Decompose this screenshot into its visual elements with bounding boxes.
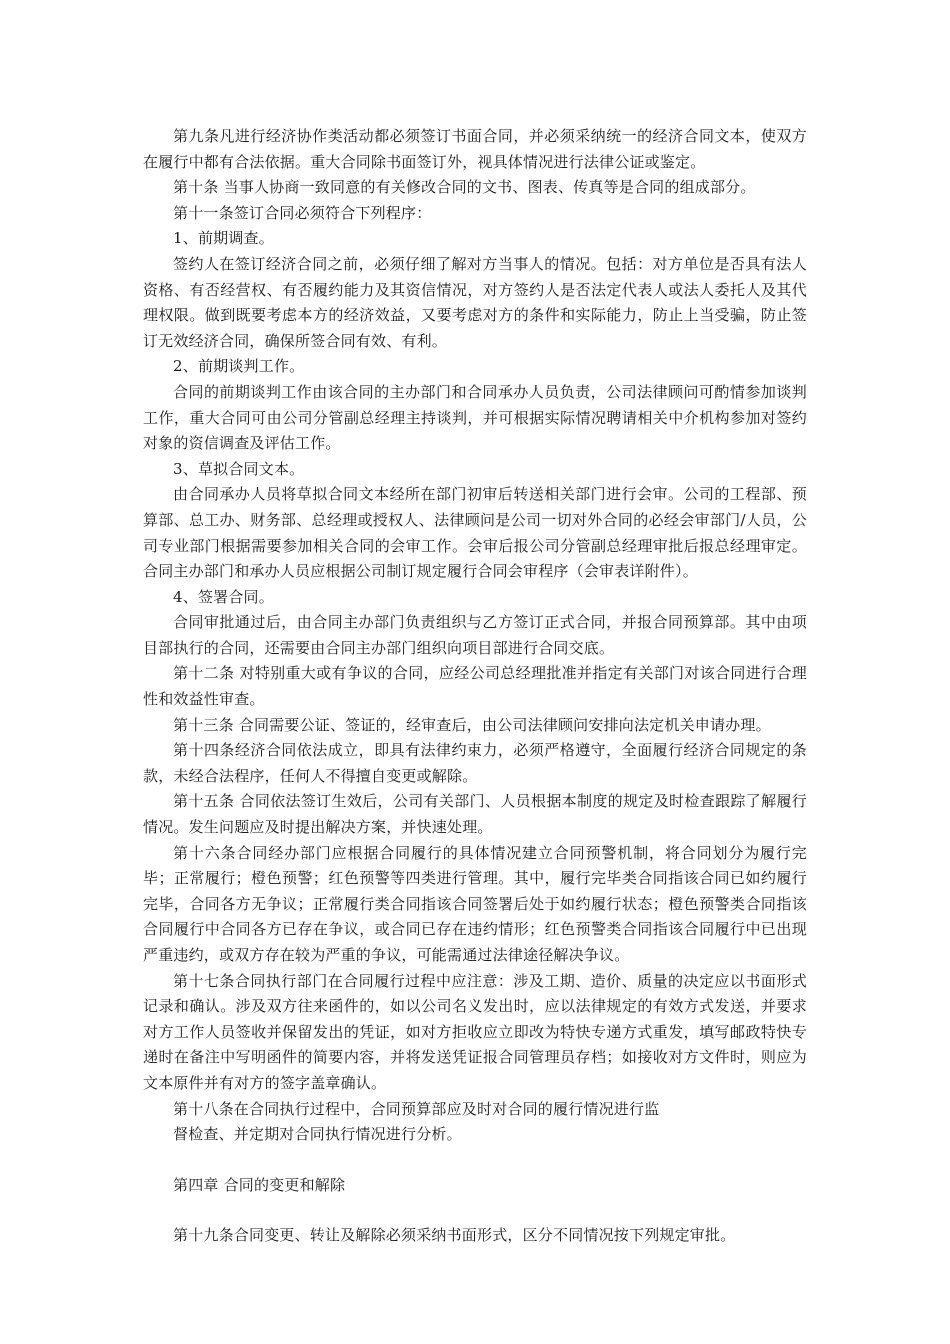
step-4-heading: 4、签署合同。: [173, 587, 274, 606]
step-1-heading: 1、前期调查。: [173, 229, 274, 248]
chapter-heading: 第四章 合同的变更和解除: [173, 1175, 346, 1194]
step-2-body: 合同的前期谈判工作由该合同的主办部门和合同承办人员负责，公司法律顾问可酌情参加谈判工作，重大合同可由公司分管副总经理主持谈判，并可根据实际情况聘请相关中介机构参加对签约对象的资信调查及评估工作。: [143, 382, 807, 453]
article-10: 第十条 当事人协商一致同意的有关修改合同的文书、图表、传真等是合同的组成部分。: [173, 178, 756, 197]
article-18-line-2: 督检查、并定期对合同执行情况进行分析。: [173, 1125, 462, 1144]
article-19: 第十九条合同变更、转让及解除必须采纳书面形式，区分不同情况按下列规定审批。: [173, 1226, 736, 1245]
step-2-heading: 2、前期谈判工作。: [173, 357, 305, 376]
article-11: 第十一条签订合同必须符合下列程序：: [173, 203, 432, 222]
article-17: 第十七条合同执行部门在合同履行过程中应注意：涉及工期、造价、质量的决定应以书面形式记录和确认。涉及双方往来函件的，如以公司名义发出时，应以法律规定的有效方式发送，并要求对方工作人员签收并保留发出的凭证，如对方拒收应立即改为特快专递方式重发，填写邮政特快专递时在备注中写明函件的简要内容，并将发送凭证报合同管理员存档；如接收对方文件时，则应为文本原件并有对方的签字盖章确认。: [143, 971, 807, 1092]
article-15: 第十五条 合同依法签订生效后，公司有关部门、人员根据本制度的规定及时检查跟踪了解履行情况。发生问题应及时提出解决方案，并快速处理。: [143, 792, 807, 837]
spacer: [143, 1148, 807, 1173]
document-page: [143, 124, 807, 1249]
step-4-body: 合同审批通过后，由合同主办部门负责组织与乙方签订正式合同，并报合同预算部。其中由项目部执行的合同，还需要由合同主办部门组织向项目部进行合同交底。: [143, 613, 807, 657]
step-3-body: 由合同承办人员将草拟合同文本经所在部门初审后转送相关部门进行会审。公司的工程部、预算部、总工办、财务部、总经理或授权人、法律顾问是公司一切对外合同的必经会审部门/人员，公司专业部门根据需要参加相关合同的会审工作。会审后报公司分管副总经理审批后报总经理审定。合同主办部门和承办人员应根据公司制订规定履行合同会审程序（会审表详附件）。: [143, 485, 807, 581]
article-12: 第十二条 对特别重大或有争议的合同，应经公司总经理批准并指定有关部门对该合同进行合理性和效益性审查。: [143, 664, 807, 709]
article-9: 第九条凡进行经济协作类活动都必须签订书面合同，并必须采纳统一的经济合同文本，使双方在履行中都有合法依据。重大合同除书面签订外，视具体情况进行法律公证或鉴定。: [143, 127, 807, 171]
article-13: 第十三条 合同需要公证、签证的，经审查后，由公司法律顾问安排向法定机关申请办理。: [173, 715, 771, 734]
step-3-heading: 3、草拟合同文本。: [173, 459, 305, 478]
article-16: 第十六条合同经办部门应根据合同履行的具体情况建立合同预警机制，将合同划分为履行完毕；正常履行；橙色预警；红色预警等四类进行管理。其中，履行完毕类合同指该合同已如约履行完毕，合同各方无争议；正常履行类合同指该合同签署后处于如约履行状态；橙色预警类合同指该合同履行中合同各方已存在争议，或合同已存在违约情形；红色预警类合同指该合同履行中已出现严重违约，或双方存在较为严重的争议，可能需通过法律途径解决争议。: [143, 843, 807, 964]
article-18-line-1: 第十八条在合同执行过程中，合同预算部应及时对合同的履行情况进行监: [173, 1099, 660, 1118]
spacer: [143, 1198, 807, 1223]
article-14: 第十四条经济合同依法成立，即具有法律约束力，必须严格遵守，全面履行经济合同规定的条款，未经合法程序，任何人不得擅自变更或解除。: [143, 741, 807, 785]
step-1-body: 签约人在签订经济合同之前，必须仔细了解对方当事人的情况。包括：对方单位是否具有法人资格、有否经营权、有否履约能力及其资信情况，对方签约人是否法定代表人或法人委托人及其代理权限。做到既要考虑本方的经济效益，又要考虑对方的条件和实际能力，防止上当受骗，防止签订无效经济合同，确保所签合同有效、有利。: [143, 254, 807, 350]
